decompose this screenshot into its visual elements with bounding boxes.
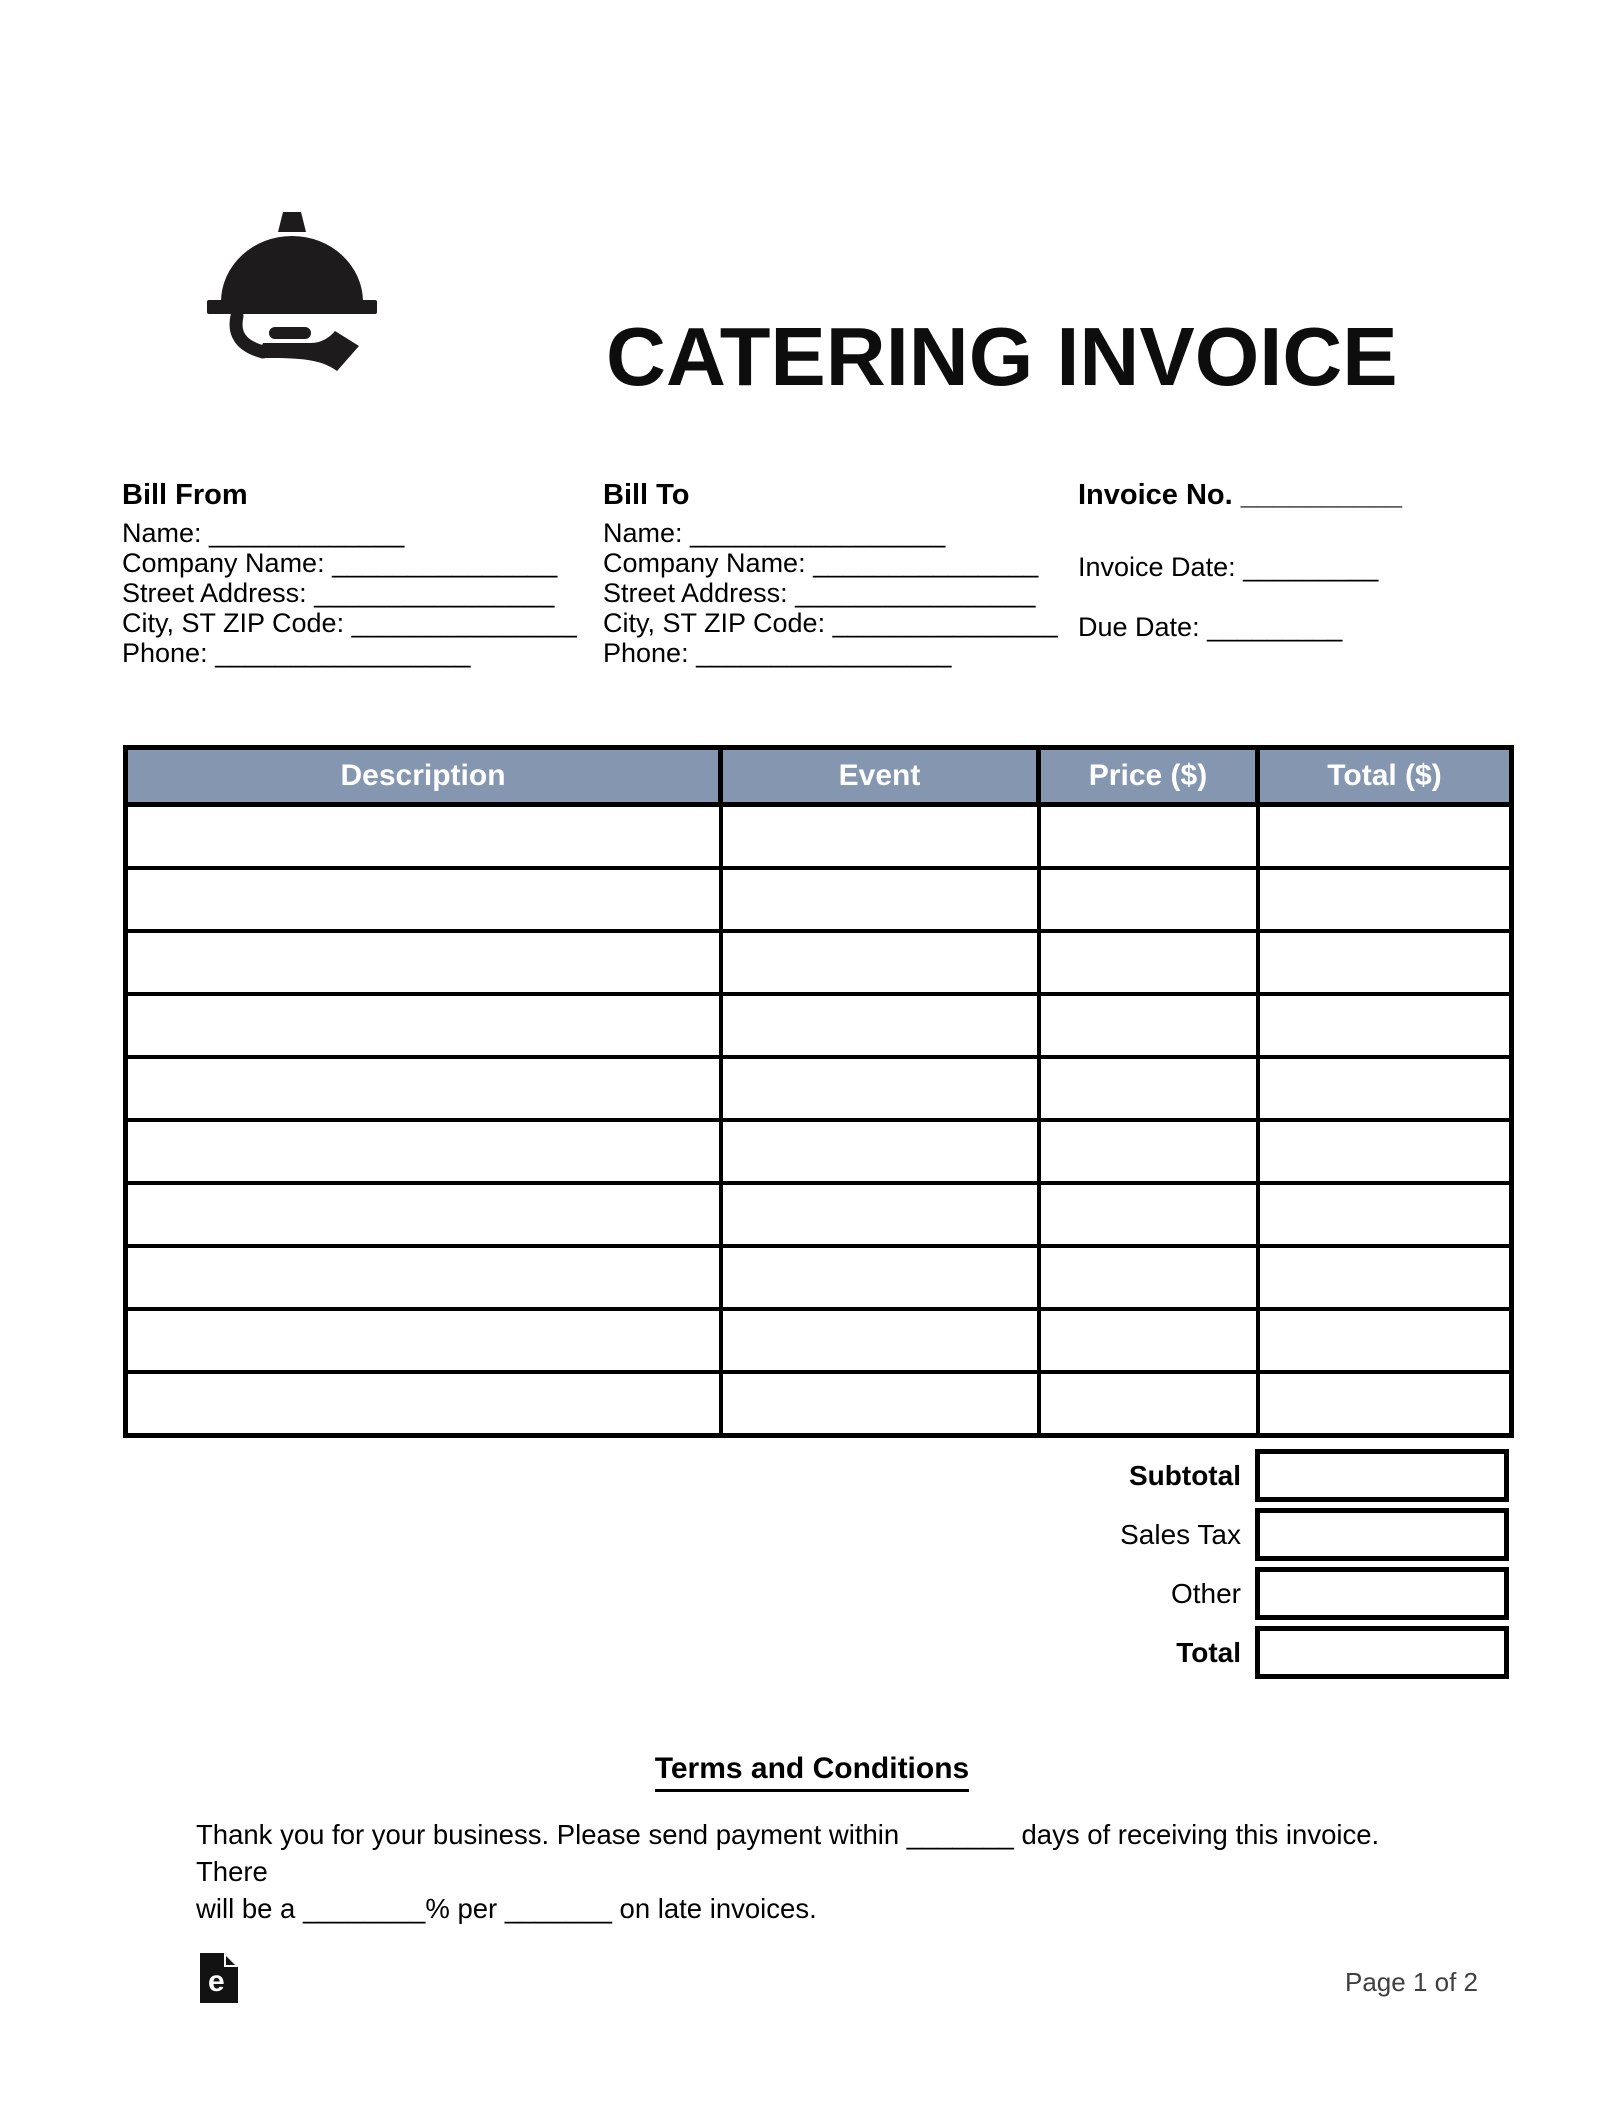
summary-section	[123, 1449, 1509, 1685]
invoice-meta-section	[1078, 480, 1508, 680]
total-cell[interactable]	[1258, 1309, 1512, 1372]
event-cell[interactable]	[721, 931, 1039, 994]
description-cell[interactable]	[126, 805, 721, 869]
total-cell[interactable]	[1258, 1372, 1512, 1436]
table-row	[126, 931, 1512, 994]
page-title: CATERING INVOICE	[606, 310, 1398, 403]
other-row	[123, 1567, 1509, 1620]
total-label: Total	[1176, 1637, 1241, 1668]
description-cell[interactable]	[126, 1183, 721, 1246]
other-label: Other	[1170, 1578, 1241, 1609]
price-cell[interactable]	[1039, 1309, 1258, 1372]
page-number: Page 1 of 2	[1345, 1967, 1478, 1997]
price-cell[interactable]	[1039, 1372, 1258, 1436]
event-cell[interactable]	[721, 1309, 1039, 1372]
bill-from-street-field[interactable]: Street Address: ________________	[122, 578, 555, 608]
bill-from-section	[122, 480, 592, 668]
terms-paragraph	[196, 1816, 1426, 1927]
bill-from-phone-field[interactable]: Phone: _________________	[122, 638, 471, 668]
line-items-table	[123, 745, 1514, 1438]
svg-text:e: e	[208, 1965, 225, 1998]
sales-tax-label: Sales Tax	[1120, 1519, 1241, 1550]
price-cell[interactable]	[1039, 868, 1258, 931]
terms-line-2: will be a ________% per _______ on late invoices.	[196, 1893, 817, 1924]
description-cell[interactable]	[126, 1372, 721, 1436]
table-row	[126, 1120, 1512, 1183]
table-header-row	[126, 748, 1512, 805]
table-row	[126, 994, 1512, 1057]
total-cell[interactable]	[1258, 994, 1512, 1057]
event-cell[interactable]	[721, 1372, 1039, 1436]
catering-logo-icon	[207, 210, 377, 372]
table-row	[126, 1372, 1512, 1436]
price-cell[interactable]	[1039, 1057, 1258, 1120]
event-cell[interactable]	[721, 1246, 1039, 1309]
bill-from-company-field[interactable]: Company Name: _______________	[122, 548, 558, 578]
event-cell[interactable]	[721, 805, 1039, 869]
total-cell[interactable]	[1258, 1183, 1512, 1246]
table-row	[126, 868, 1512, 931]
table-row	[126, 1183, 1512, 1246]
price-cell[interactable]	[1039, 1120, 1258, 1183]
description-cell[interactable]	[126, 931, 721, 994]
description-cell[interactable]	[126, 1057, 721, 1120]
invoice-date-field[interactable]: Invoice Date: _________	[1078, 552, 1379, 582]
bill-to-heading: Bill To	[603, 479, 690, 511]
sales-tax-value-box[interactable]	[1255, 1508, 1509, 1561]
terms-heading	[0, 1752, 1624, 1792]
event-cell[interactable]	[721, 1120, 1039, 1183]
total-cell[interactable]	[1258, 1057, 1512, 1120]
price-cell[interactable]	[1039, 931, 1258, 994]
table-row	[126, 1246, 1512, 1309]
total-cell[interactable]	[1258, 931, 1512, 994]
bill-from-name-field[interactable]: Name: _____________	[122, 518, 405, 548]
invoice-number-field[interactable]: Invoice No. __________	[1078, 479, 1403, 511]
price-cell[interactable]	[1039, 1183, 1258, 1246]
col-header-description: Description	[126, 748, 721, 805]
event-cell[interactable]	[721, 1183, 1039, 1246]
sales-tax-row	[123, 1508, 1509, 1561]
description-cell[interactable]	[126, 1309, 721, 1372]
terms-line-1: Thank you for your business. Please send payment within _______ days of receiving this invoice. There	[196, 1819, 1380, 1887]
bill-to-street-field[interactable]: Street Address: ________________	[603, 578, 1036, 608]
description-cell[interactable]	[126, 1120, 721, 1183]
bill-to-company-field[interactable]: Company Name: _______________	[603, 548, 1039, 578]
subtotal-value-box[interactable]	[1255, 1449, 1509, 1502]
description-cell[interactable]	[126, 868, 721, 931]
bill-to-section	[603, 480, 1073, 668]
subtotal-row	[123, 1449, 1509, 1502]
event-cell[interactable]	[721, 994, 1039, 1057]
price-cell[interactable]	[1039, 994, 1258, 1057]
other-value-box[interactable]	[1255, 1567, 1509, 1620]
bill-to-phone-field[interactable]: Phone: _________________	[603, 638, 952, 668]
table-row	[126, 1057, 1512, 1120]
bill-from-city-field[interactable]: City, ST ZIP Code: _______________	[122, 608, 577, 638]
total-cell[interactable]	[1258, 868, 1512, 931]
due-date-field[interactable]: Due Date: _________	[1078, 612, 1343, 642]
col-header-event: Event	[721, 748, 1039, 805]
bill-to-name-field[interactable]: Name: _________________	[603, 518, 946, 548]
total-row	[123, 1626, 1509, 1679]
event-cell[interactable]	[721, 868, 1039, 931]
total-cell[interactable]	[1258, 805, 1512, 869]
terms-heading-text: Terms and Conditions	[655, 1752, 969, 1792]
col-header-price: Price ($)	[1039, 748, 1258, 805]
description-cell[interactable]	[126, 994, 721, 1057]
bill-from-heading: Bill From	[122, 479, 248, 511]
eforms-logo-icon	[200, 1953, 238, 2003]
description-cell[interactable]	[126, 1246, 721, 1309]
table-row	[126, 805, 1512, 869]
price-cell[interactable]	[1039, 805, 1258, 869]
price-cell[interactable]	[1039, 1246, 1258, 1309]
bill-to-city-field[interactable]: City, ST ZIP Code: _______________	[603, 608, 1058, 638]
table-row	[126, 1309, 1512, 1372]
total-value-box[interactable]	[1255, 1626, 1509, 1679]
total-cell[interactable]	[1258, 1120, 1512, 1183]
col-header-total: Total ($)	[1258, 748, 1512, 805]
total-cell[interactable]	[1258, 1246, 1512, 1309]
event-cell[interactable]	[721, 1057, 1039, 1120]
subtotal-label: Subtotal	[1129, 1460, 1241, 1491]
